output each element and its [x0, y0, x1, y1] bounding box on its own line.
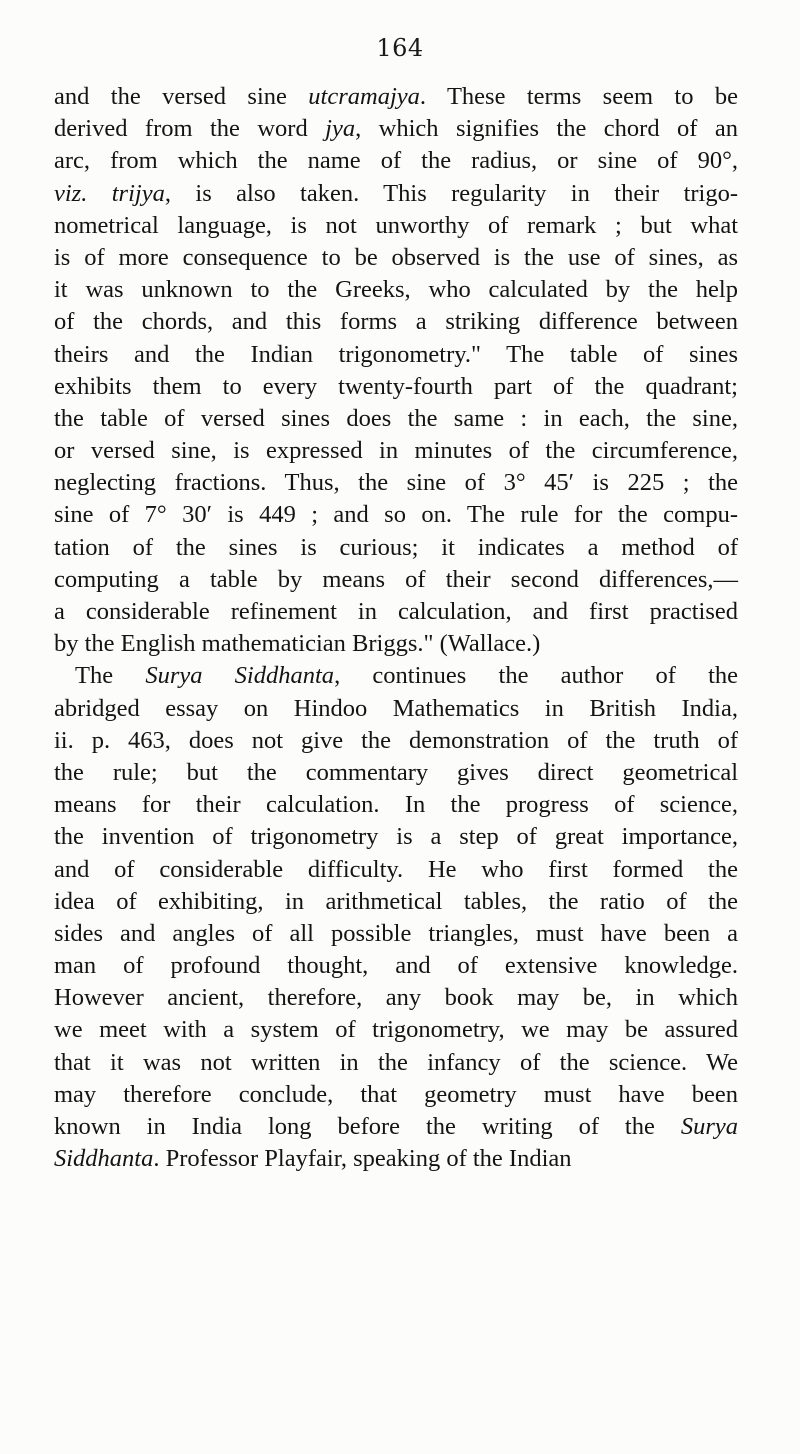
- text-segment: sides and angles of all possible triangles, must have been a: [54, 919, 738, 947]
- text-line: [54, 789, 738, 821]
- text-line: [54, 81, 738, 113]
- text-line: [54, 306, 738, 338]
- text-segment: neglecting fractions. Thus, the sine of 3° 45′ is 225 ; the: [54, 469, 738, 497]
- text-line: [54, 1143, 738, 1175]
- text-segment: is of more consequence to be observed is the use of sines, as: [54, 243, 738, 271]
- text-line: [54, 982, 738, 1014]
- text-segment: nometrical language, is not unworthy of remark ; but what: [54, 211, 738, 239]
- text-segment: tation of the sines is curious; it indicates a method of: [54, 533, 738, 561]
- text-line: [54, 660, 738, 692]
- text-segment: we meet with a system of trigonometry, we may be assured: [54, 1016, 738, 1044]
- text-line: [54, 274, 738, 306]
- text-line: [54, 886, 738, 918]
- body-text: [54, 81, 738, 1175]
- text-line: [54, 435, 738, 467]
- text-line: [54, 532, 738, 564]
- text-line: [54, 564, 738, 596]
- text-line: [54, 113, 738, 145]
- text-segment: may therefore conclude, that geometry must have been: [54, 1080, 738, 1108]
- text-segment: that it was not written in the infancy of the science. We: [54, 1048, 738, 1076]
- text-segment: of the chords, and this forms a striking difference between: [54, 308, 738, 336]
- text-segment: the table of versed sines does the same : in each, the sine,: [54, 404, 738, 432]
- text-line: [54, 596, 738, 628]
- text-segment: idea of exhibiting, in arithmetical tables, the ratio of the: [54, 887, 738, 915]
- text-segment: However ancient, therefore, any book may be, in which: [54, 984, 738, 1012]
- italic-text: Siddhanta: [54, 1145, 154, 1173]
- text-segment: computing a table by means of their second differences,—: [54, 565, 738, 593]
- text-line: [54, 1047, 738, 1079]
- text-line: [54, 1079, 738, 1111]
- text-line: [54, 821, 738, 853]
- text-segment: known in India long before the writing of the: [54, 1113, 681, 1140]
- text-line: [54, 854, 738, 886]
- text-segment: a considerable refinement in calculation, and first practised: [54, 598, 738, 625]
- italic-text: jya: [325, 115, 356, 143]
- text-line: [54, 950, 738, 982]
- text-line: [54, 1111, 738, 1143]
- text-segment: the rule; but the commentary gives direct geometrical: [54, 758, 738, 786]
- text-line: [54, 725, 738, 757]
- text-line: [54, 403, 738, 435]
- text-line: [54, 628, 738, 660]
- text-segment: and of considerable difficulty. He who first formed the: [54, 855, 738, 883]
- text-segment: exhibits them to every twenty-fourth part of the quadrant;: [54, 372, 738, 400]
- text-segment: abridged essay on Hindoo Mathematics in British India,: [54, 694, 738, 722]
- text-line: [54, 371, 738, 403]
- page-number: 164: [376, 34, 424, 62]
- text-segment: The: [75, 662, 146, 690]
- italic-text: viz. trijya: [54, 179, 165, 207]
- text-segment: . Professor Playfair, speaking of the Indian: [153, 1145, 572, 1173]
- text-segment: theirs and the Indian trigonometry." The table of sines: [54, 340, 738, 368]
- text-line: [54, 1014, 738, 1046]
- text-segment: derived from the word: [54, 115, 326, 143]
- text-line: [54, 210, 738, 242]
- text-segment: arc, from which the name of the radius, or sine of 90°,: [54, 147, 738, 175]
- text-line: [54, 145, 738, 177]
- text-line: [54, 918, 738, 950]
- text-segment: means for their calculation. In the progress of science,: [54, 791, 738, 819]
- text-segment: and the versed sine: [54, 83, 309, 110]
- text-line: [54, 499, 738, 531]
- italic-text: Surya Siddhanta: [145, 662, 335, 690]
- text-segment: or versed sine, is expressed in minutes of the circumference,: [54, 437, 738, 465]
- text-segment: it was unknown to the Greeks, who calculated by the help: [54, 276, 738, 304]
- text-segment: man of profound thought, and of extensive knowledge.: [54, 952, 738, 980]
- text-segment: ii. p. 463, does not give the demonstration of the truth of: [54, 726, 738, 754]
- text-line: [54, 339, 738, 371]
- text-segment: by the English mathematician Briggs." (Wallace.): [54, 630, 541, 658]
- text-line: [54, 693, 738, 725]
- text-segment: , is also taken. This regularity in their trigo-: [164, 179, 738, 207]
- italic-text: Surya: [680, 1113, 738, 1140]
- text-segment: , which signifies the chord of an: [355, 115, 738, 143]
- text-segment: the invention of trigonometry is a step of great importance,: [54, 823, 738, 851]
- text-line: [54, 757, 738, 789]
- text-line: [54, 242, 738, 274]
- italic-text: utcramajya: [308, 83, 420, 110]
- text-segment: sine of 7° 30′ is 449 ; and so on. The rule for the compu-: [54, 501, 738, 529]
- text-line: [54, 467, 738, 499]
- text-segment: , continues the author of the: [334, 662, 739, 690]
- text-segment: . These terms seem to be: [419, 83, 738, 110]
- text-line: [54, 178, 738, 210]
